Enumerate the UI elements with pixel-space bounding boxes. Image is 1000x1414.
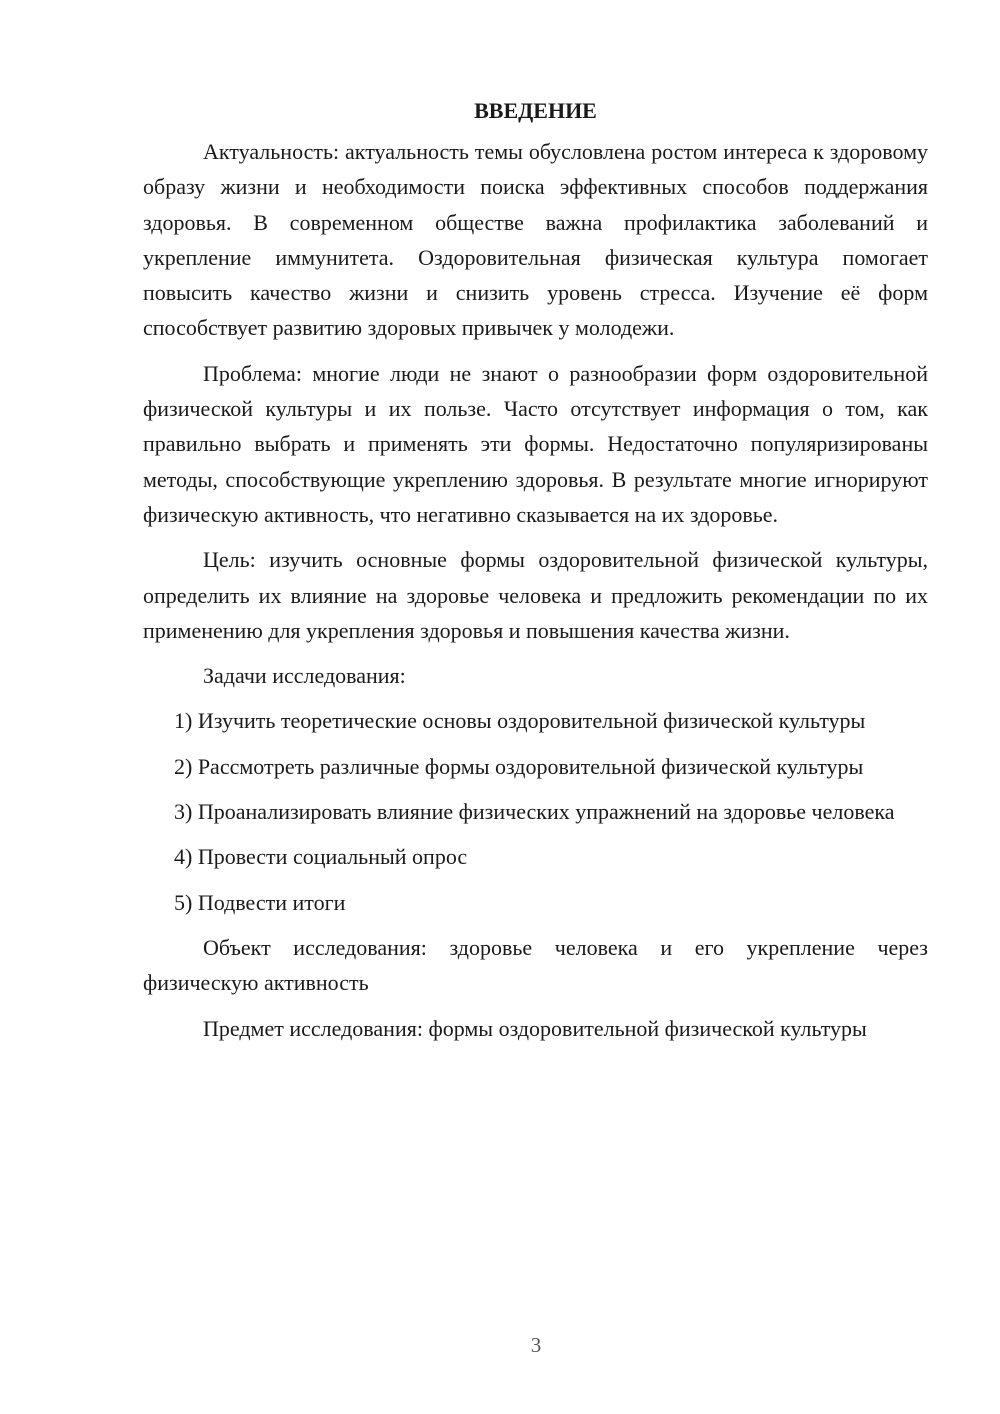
document-page — [143, 96, 928, 1056]
task-item-3: 3) Проанализировать влияние физических упражнений на здоровье человека — [174, 799, 895, 825]
relevance-paragraph: Актуальность: актуальность темы обусловлена ростом интереса к здоровому образу жизни и необходимости поиска эффективных способов поддержания здоровья. В современном обществе важна профилактика заболеваний и укрепление иммунитета. Оздоровительная физическая культура помогает повысить качество жизни и снизить уровень стресса. Изучение её форм способствует развитию здоровых привычек у молодежи. — [143, 139, 928, 341]
object-paragraph: Объект исследования: здоровье человека и его укрепление через физическую активность — [143, 934, 928, 996]
task-item-2: 2) Рассмотреть различные формы оздоровительной физической культуры — [174, 753, 864, 779]
task-item-4: 4) Провести социальный опрос — [174, 844, 468, 870]
subject-paragraph: Предмет исследования: формы оздоровительной физической культуры — [203, 1015, 867, 1041]
goal-paragraph: Цель: изучить основные формы оздоровительной физической культуры, определить их влияние на здоровье человека и предложить рекомендации по их применению для укрепления здоровья и повышения качества жизни. — [143, 547, 928, 643]
page-number: 3 — [530, 1333, 542, 1357]
task-item-5: 5) Подвести итоги — [174, 889, 346, 915]
page-title: ВВЕДЕНИЕ — [474, 98, 597, 123]
task-item-1: 1) Изучить теоретические основы оздоровительной физической культуры — [174, 708, 866, 734]
tasks-heading: Задачи исследования: — [203, 663, 406, 689]
problem-paragraph: Проблема: многие люди не знают о разнообразии форм оздоровительной физической культуры и их пользе. Часто отсутствует информация о том, как правильно выбрать и применять эти формы. Недостаточно популяризированы методы, способствующие укреплению здоровья. В результате многие игнорируют физическую активность, что негативно сказывается на их здоровье. — [143, 360, 928, 527]
